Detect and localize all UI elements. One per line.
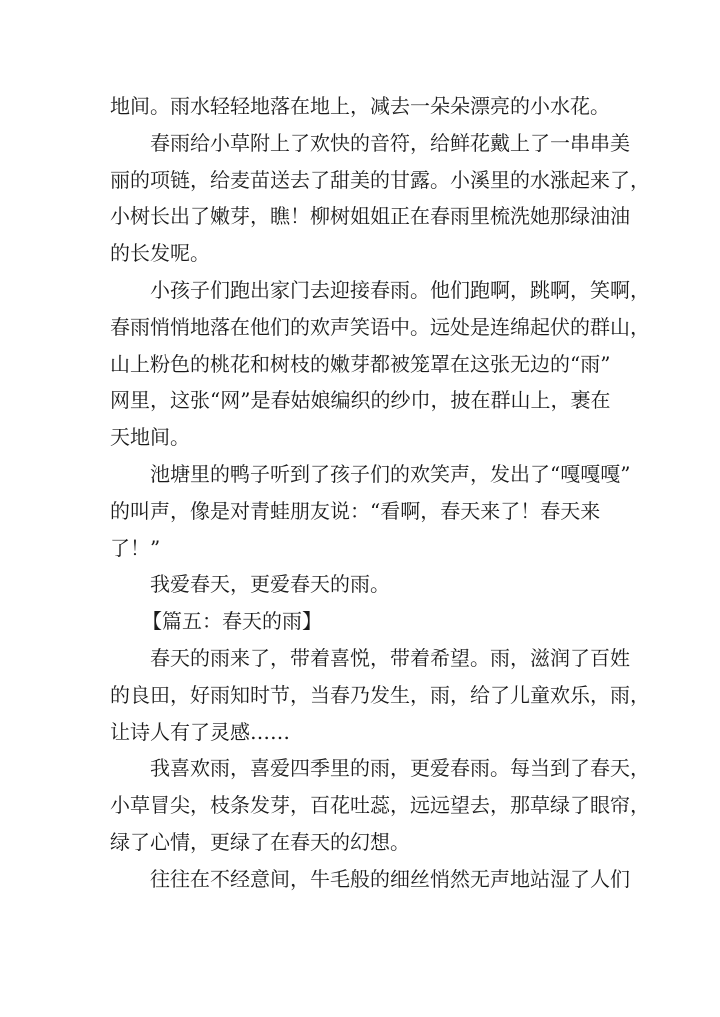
- section-heading: [110, 603, 610, 640]
- text-line: 的长发呢。: [110, 241, 210, 266]
- paragraph-ducks: [110, 456, 631, 566]
- text-line: 春雨给小草附上了欢快的音符，给鲜花戴上了一串串美: [150, 130, 630, 155]
- text-line: 天地间。: [110, 425, 190, 450]
- paragraph-love-spring: [110, 566, 610, 603]
- text-line: 地间。雨水轻轻地落在地上，减去一朵朵漂亮的小水花。: [110, 94, 610, 118]
- text-line: 的叫声，像是对青蛙朋友说：“看啊，春天来了！春天来: [110, 498, 601, 523]
- text-line: 让诗人有了灵感……: [110, 719, 290, 744]
- text-line: 了！”: [110, 535, 161, 560]
- text-line: 我喜欢雨，喜爱四季里的雨，更爱春雨。每当到了春天，: [150, 756, 650, 781]
- text-line: 春天的雨来了，带着喜悦，带着希望。雨，滋润了百姓: [150, 645, 630, 670]
- section-title: 【篇五：春天的雨】: [142, 609, 322, 634]
- text-line: 小树长出了嫩芽，瞧！柳树姐姐正在春雨里梳洗她那绿油油: [110, 204, 630, 229]
- text-line: 小草冒尖，枝条发芽，百花吐蕊，远远望去，那草绿了眼帘，: [110, 793, 650, 818]
- text-line: 池塘里的鸭子听到了孩子们的欢笑声，发出了“嘎嘎嘎”: [150, 461, 631, 486]
- text-line: 网里，这张“网”是春姑娘编织的纱巾，披在群山上，裹在: [110, 388, 611, 413]
- paragraph-children: [110, 272, 650, 456]
- paragraph-spring-rain-gifts: [110, 125, 650, 272]
- text-line: 春雨悄悄地落在他们的欢声笑语中。远处是连绵起伏的群山，: [110, 314, 650, 339]
- paragraph-unnoticed: [110, 861, 630, 898]
- text-line: 山上粉色的桃花和树枝的嫩芽都被笼罩在这张无边的“雨”: [110, 351, 611, 376]
- text-line: 丽的项链，给麦苗送去了甜美的甘露。小溪里的水涨起来了，: [110, 167, 650, 192]
- text-line: 我爱春天，更爱春天的雨。: [150, 572, 390, 597]
- text-line: 小孩子们跑出家门去迎接春雨。他们跑啊，跳啊，笑啊，: [150, 277, 650, 302]
- text-line: 的良田，好雨知时节，当春乃发生，雨，给了儿童欢乐，雨，: [110, 682, 650, 707]
- paragraph-rain-arrives: [110, 640, 650, 750]
- paragraph-continuation: [110, 88, 610, 125]
- document-body: [110, 88, 650, 898]
- paragraph-like-rain: [110, 750, 650, 860]
- text-line: 绿了心情，更绿了在春天的幻想。: [110, 829, 410, 854]
- text-line: 往往在不经意间，牛毛般的细丝悄然无声地站湿了人们: [150, 866, 630, 891]
